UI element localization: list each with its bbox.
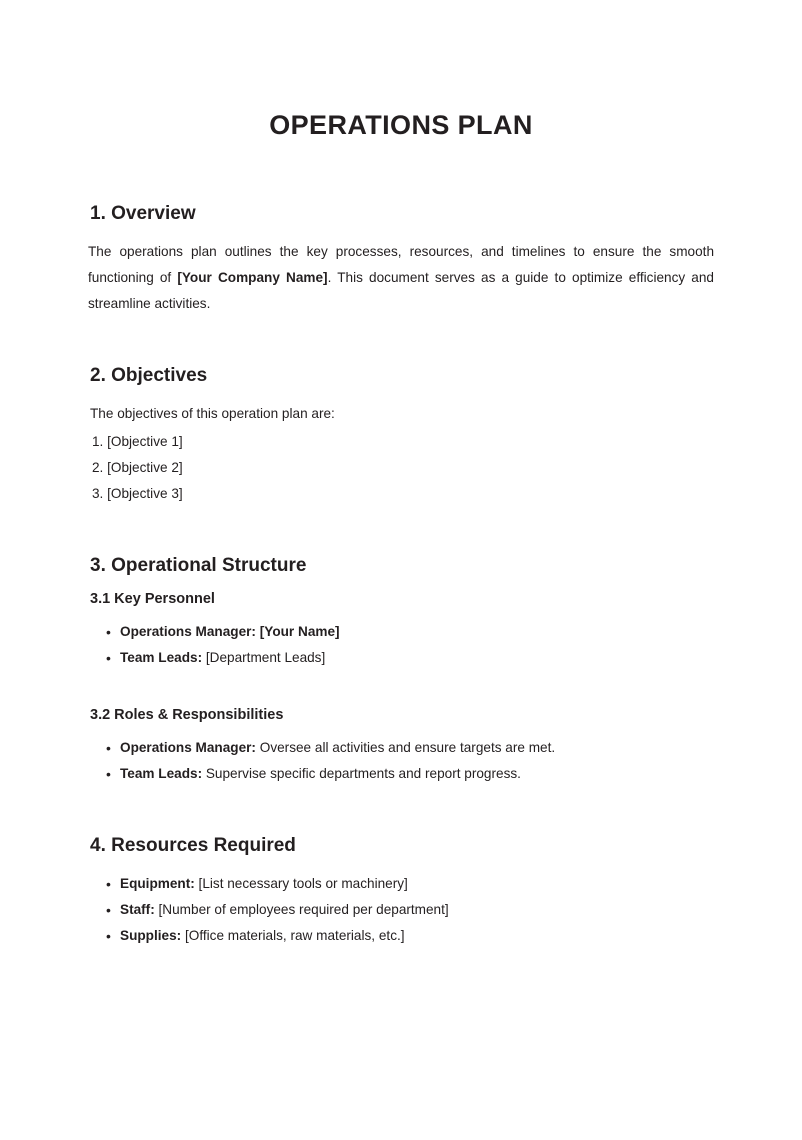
roles-responsibilities-list — [88, 735, 714, 787]
list-item — [106, 645, 714, 671]
spacer — [88, 787, 714, 835]
overview-text-part2: . This document serves as a guide to optimize efficiency and streamline activities. — [88, 270, 714, 311]
section-heading-overview: 1. Overview — [90, 203, 196, 224]
objectives-list — [88, 429, 714, 507]
list-item-value: [Office materials, raw materials, etc.] — [181, 928, 405, 943]
objectives-lead: The objectives of this operation plan are: — [90, 406, 335, 421]
spacer — [88, 141, 714, 203]
list-item-label: Staff: — [120, 902, 155, 917]
list-item-value: [Number of employees required per department] — [154, 902, 449, 917]
spacer — [88, 317, 714, 365]
key-personnel-list — [88, 619, 714, 671]
section-heading-objectives: 2. Objectives — [90, 365, 208, 386]
list-item — [106, 619, 714, 645]
list-item-label: Team Leads: — [120, 650, 203, 665]
section-objectives — [88, 365, 714, 507]
list-item-value: Oversee all activities and ensure targets are met. — [255, 740, 556, 755]
section-resources-required — [88, 835, 714, 949]
overview-paragraph — [88, 239, 714, 317]
company-name-placeholder: [Your Company Name] — [177, 270, 328, 285]
list-item — [106, 923, 714, 949]
subsection-heading-key-personnel: 3.1 Key Personnel — [90, 591, 215, 607]
section-heading-operational-structure: 3. Operational Structure — [90, 555, 307, 576]
list-item-label: Operations Manager: — [120, 740, 256, 755]
section-operational-structure — [88, 555, 714, 787]
resources-list — [88, 871, 714, 949]
list-item: 2. [Objective 2] — [92, 460, 183, 475]
list-item-label: Equipment: — [120, 876, 195, 891]
list-item: 1. [Objective 1] — [92, 434, 183, 449]
list-item — [106, 761, 714, 787]
list-item-value: Supervise specific departments and report progress. — [202, 766, 521, 781]
list-item-label: Supplies: — [120, 928, 182, 943]
list-item-value: [List necessary tools or machinery] — [194, 876, 408, 891]
section-heading-resources-required: 4. Resources Required — [90, 835, 296, 856]
subsection-heading-roles-responsibilities: 3.2 Roles & Responsibilities — [90, 707, 284, 723]
page-title: OPERATIONS PLAN — [269, 110, 533, 140]
section-overview — [88, 203, 714, 317]
list-item-label: Team Leads: — [120, 766, 203, 781]
list-item-label: Operations Manager: [Your Name] — [120, 624, 340, 639]
spacer — [88, 507, 714, 555]
overview-text-part1: The operations plan outlines the key processes, resources, and timelines to ensure the smooth functioning of — [88, 244, 714, 285]
list-item — [106, 735, 714, 761]
spacer — [88, 671, 714, 707]
list-item: 3. [Objective 3] — [92, 486, 183, 501]
list-item — [106, 871, 714, 897]
list-item-value: [Department Leads] — [202, 650, 326, 665]
list-item — [106, 897, 714, 923]
